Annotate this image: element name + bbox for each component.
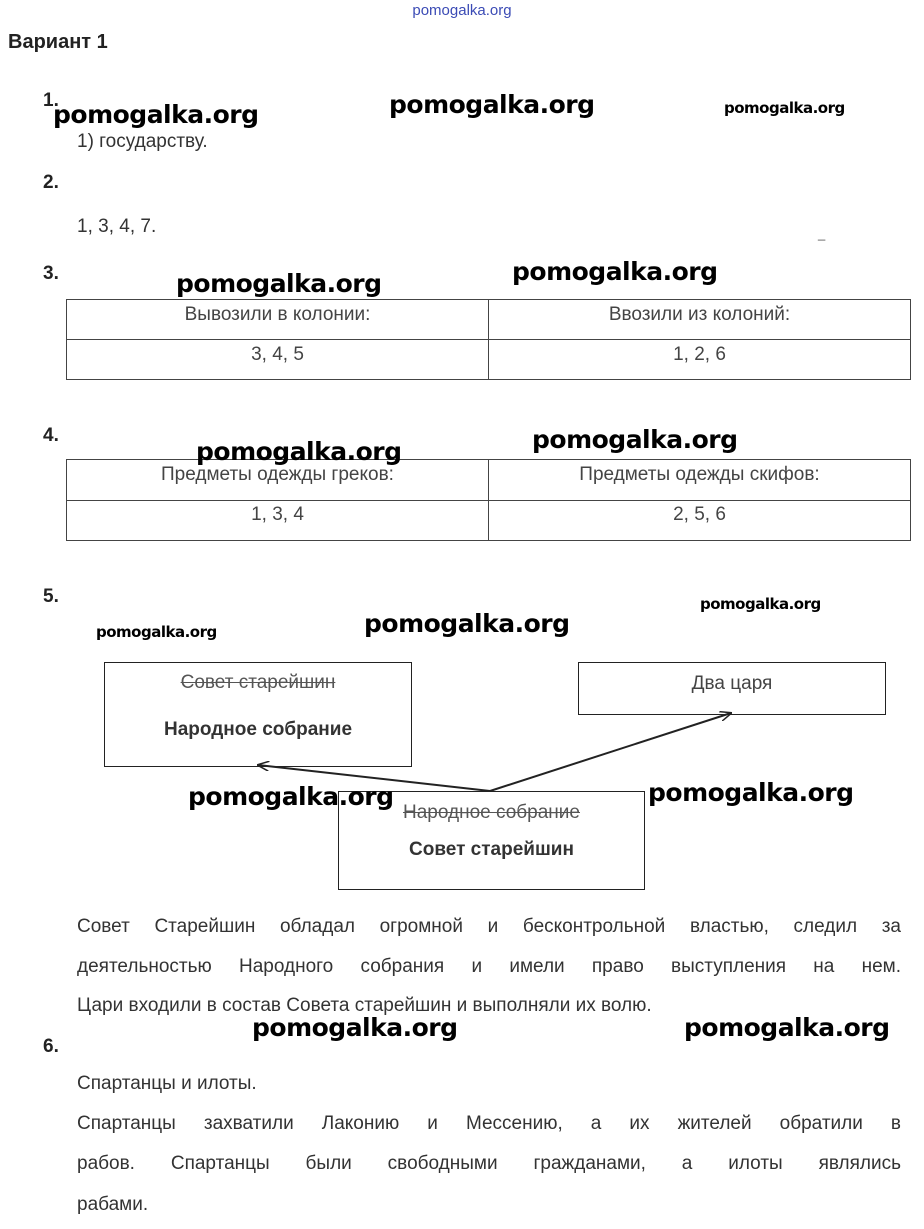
text-line: Цари входили в состав Совета старейшин и выполняли их волю. bbox=[77, 995, 652, 1016]
watermark: pomogalka.org bbox=[176, 269, 382, 298]
watermark: pomogalka.org bbox=[96, 623, 217, 641]
table-header-cell: Предметы одежды греков: bbox=[67, 460, 489, 501]
question-5-number: 5. bbox=[43, 586, 59, 607]
table-header-cell: Ввозили из колоний: bbox=[489, 300, 911, 340]
table-header-cell: Предметы одежды скифов: bbox=[489, 460, 911, 501]
table-cell: 3, 4, 5 bbox=[67, 340, 489, 380]
text-line: Совет Старейшин обладал огромной и бесконтрольной властью, следил за bbox=[77, 916, 901, 937]
watermark: pomogalka.org bbox=[648, 778, 854, 807]
table-cell: 1, 3, 4 bbox=[67, 501, 489, 541]
watermark: pomogalka.org bbox=[196, 437, 402, 466]
table-header-cell: Вывозили в колонии: bbox=[67, 300, 489, 340]
question-6-number: 6. bbox=[43, 1036, 59, 1057]
question-2-answer: 1, 3, 4, 7. bbox=[77, 216, 157, 237]
watermark: pomogalka.org bbox=[532, 425, 738, 454]
box-text: Народное собрание bbox=[163, 719, 353, 740]
site-link[interactable]: pomogalka.org bbox=[412, 2, 512, 19]
watermark: pomogalka.org bbox=[188, 782, 394, 811]
question-6-answer: Спартанцы и илоты. bbox=[77, 1073, 257, 1094]
stray-mark: _ bbox=[818, 226, 826, 241]
table-cell: 2, 5, 6 bbox=[489, 501, 911, 541]
question-4-number: 4. bbox=[43, 425, 59, 446]
variant-title: Вариант 1 bbox=[8, 31, 108, 53]
table-cell: 1, 2, 6 bbox=[489, 340, 911, 380]
text-line: деятельностью Народного собрания и имели право выступления на нем. bbox=[77, 956, 901, 977]
crossed-text: Совет старейшин bbox=[180, 672, 336, 693]
question-1-number: 1. bbox=[43, 90, 59, 111]
question-1-answer: 1) государству. bbox=[77, 131, 208, 152]
watermark: pomogalka.org bbox=[684, 1013, 890, 1042]
watermark: pomogalka.org bbox=[700, 595, 821, 613]
watermark: pomogalka.org bbox=[53, 100, 259, 129]
question-3-number: 3. bbox=[43, 263, 59, 284]
watermark: pomogalka.org bbox=[512, 257, 718, 286]
crossed-text: Народное собрание bbox=[403, 802, 580, 823]
question-2-number: 2. bbox=[43, 172, 59, 193]
watermark: pomogalka.org bbox=[364, 609, 570, 638]
text-line: рабов. Спартанцы были свободными гражданами, а илоты являлись bbox=[77, 1153, 901, 1174]
text-line: Спартанцы захватили Лаконию и Мессению, а их жителей обратили в bbox=[77, 1113, 901, 1134]
box-text: Совет старейшин bbox=[409, 839, 574, 860]
watermark: pomogalka.org bbox=[724, 99, 845, 117]
box-text: Два царя bbox=[691, 673, 773, 694]
text-line: рабами. bbox=[77, 1194, 149, 1215]
question-5-explanation bbox=[77, 907, 901, 987]
watermark: pomogalka.org bbox=[252, 1013, 458, 1042]
watermark: pomogalka.org bbox=[389, 90, 595, 119]
question-6-explanation bbox=[77, 1104, 901, 1184]
